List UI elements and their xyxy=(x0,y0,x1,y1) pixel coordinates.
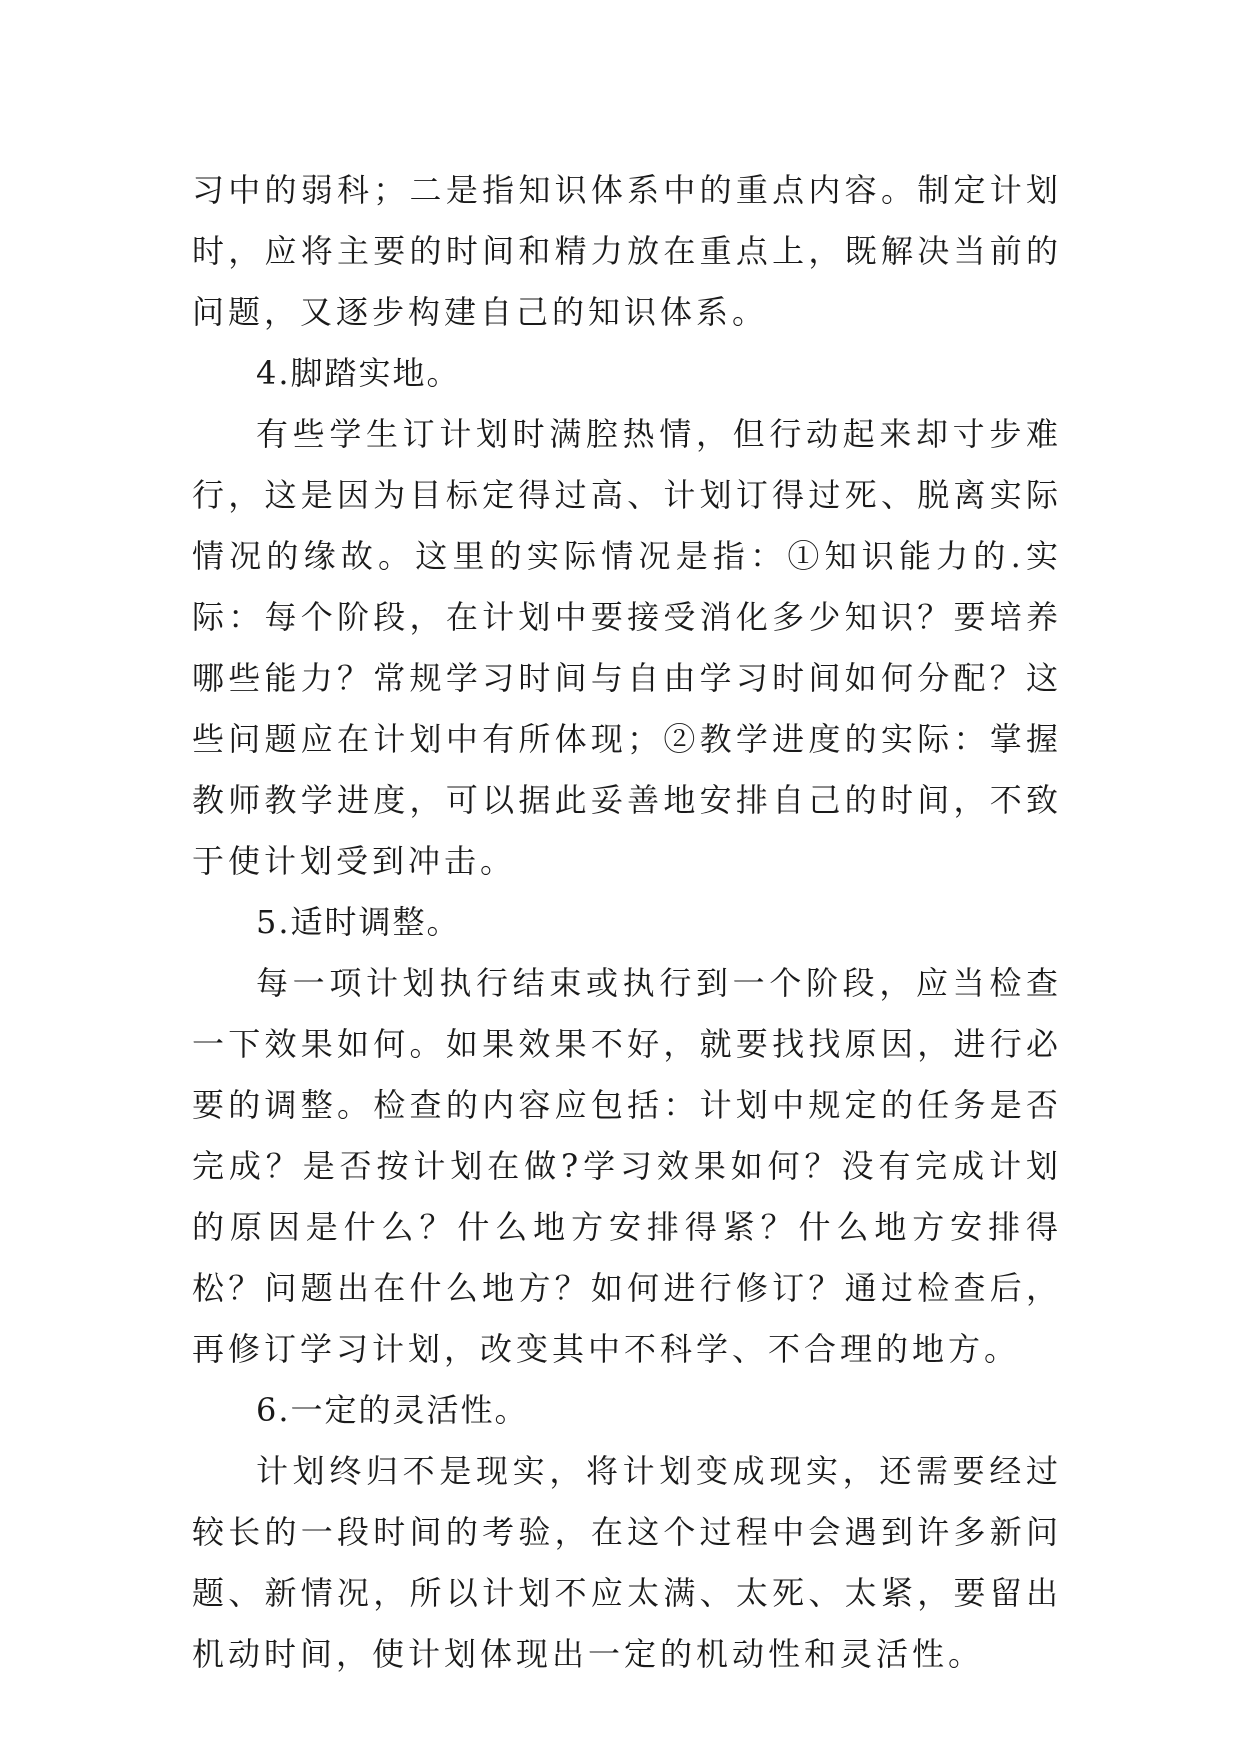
heading-flexibility: 6.一定的灵活性。 xyxy=(256,1391,529,1429)
document-page xyxy=(192,160,1062,1685)
heading-timely-adjustment: 5.适时调整。 xyxy=(256,903,461,941)
heading-down-to-earth: 4.脚踏实地。 xyxy=(256,354,461,392)
paragraph-flexibility: 计划终归不是现实，将计划变成现实，还需要经过较长的一段时间的考验，在这个过程中会遇到许多新问题、新情况，所以计划不应太满、太死、太紧，要留出机动时间，使计划体现出一定的机动性和灵活性。 xyxy=(192,1452,1062,1673)
paragraph-check-adjust: 每一项计划执行结束或执行到一个阶段，应当检查一下效果如何。如果效果不好，就要找找原因，进行必要的调整。检查的内容应包括：计划中规定的任务是否完成？是否按计划在做?学习效果如何？没有完成计划的原因是什么？什么地方安排得紧？什么地方安排得松？问题出在什么地方？如何进行修订？通过检查后，再修订学习计划，改变其中不科学、不合理的地方。 xyxy=(192,964,1062,1368)
paragraph-actual-situation: 有些学生订计划时满腔热情，但行动起来却寸步难行，这是因为目标定得过高、计划订得过死、脱离实际情况的缘故。这里的实际情况是指：①知识能力的.实际：每个阶段，在计划中要接受消化多少知识？要培养哪些能力？常规学习时间与自由学习时间如何分配？这些问题应在计划中有所体现；②教学进度的实际：掌握教师教学进度，可以据此妥善地安排自己的时间，不致于使计划受到冲击。 xyxy=(192,415,1062,880)
paragraph-weak-subjects: 习中的弱科；二是指知识体系中的重点内容。制定计划时，应将主要的时间和精力放在重点上，既解决当前的问题，又逐步构建自己的知识体系。 xyxy=(192,171,1062,331)
